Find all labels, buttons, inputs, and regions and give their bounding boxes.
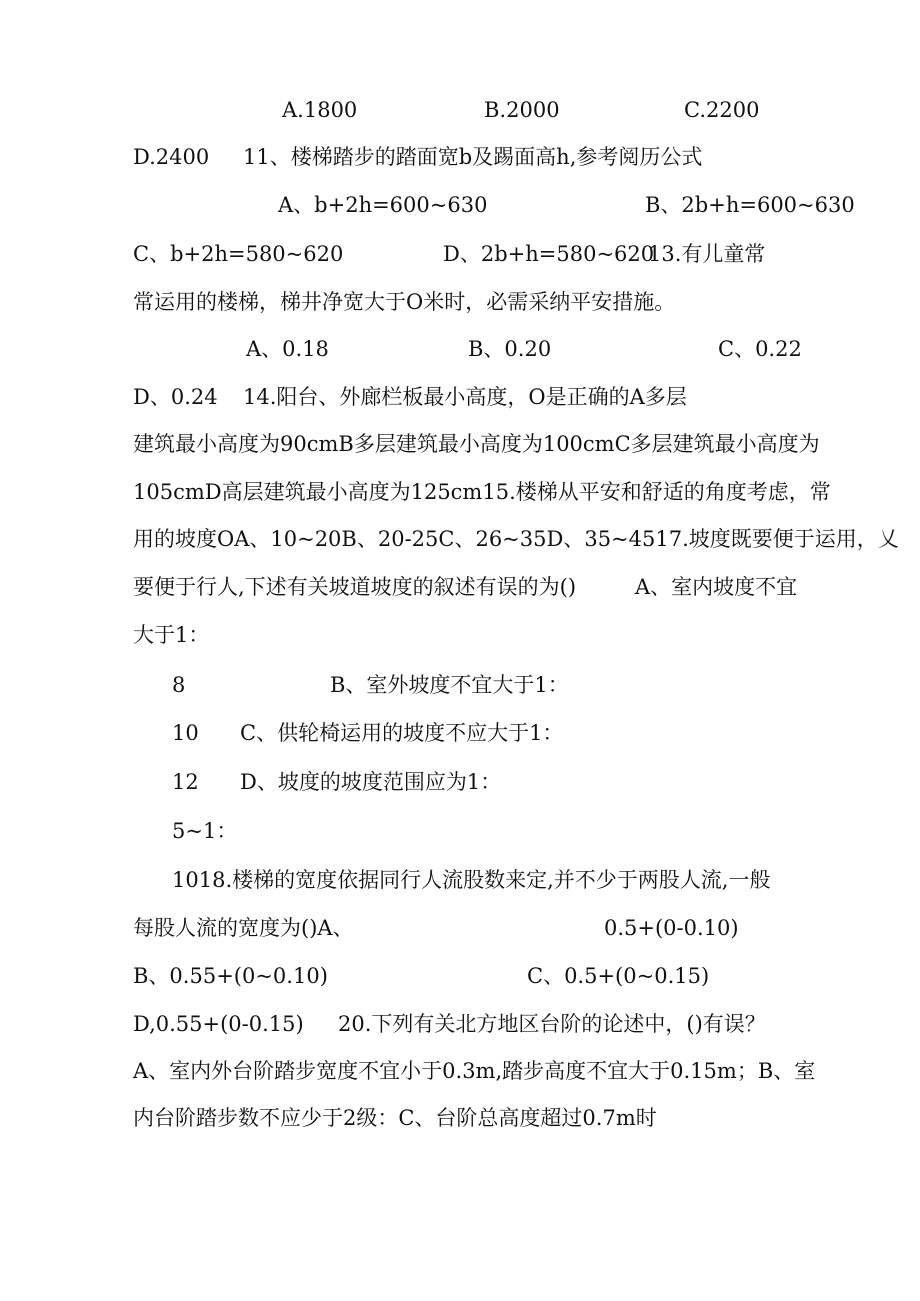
option-a-value: 0.5+(0-0.10)	[604, 916, 739, 940]
options-line-q10	[0, 92, 920, 128]
option-a-continued	[0, 617, 920, 653]
options-line-q11-cd	[0, 236, 920, 272]
question-18-line	[0, 862, 920, 898]
option-d: D、2b+h=580~620	[443, 242, 655, 266]
option-b: B.2000	[484, 98, 560, 122]
ratio-value: 8	[172, 673, 186, 697]
paragraph-line	[0, 426, 920, 462]
option-line	[0, 667, 920, 703]
paragraph-text: 用的坡度OA、10~20B、20-25C、26~35D、35~4517.坡度既要便于运用，乂	[133, 527, 899, 551]
question-11-line	[0, 139, 920, 175]
paragraph-text: 建筑最小高度为90cmB多层建筑最小高度为100cmC多层建筑最小高度为	[133, 432, 820, 456]
question-14-text: 14.阳台、外廊栏板最小高度，O是正确的A多层	[243, 385, 687, 409]
question-14-line	[0, 379, 920, 415]
option-d: D、坡度的坡度范围应为1：	[240, 770, 502, 794]
question-18-text: 1018.楼梯的宽度依据同行人流股数来定,并不少于两股人流,一般	[172, 868, 771, 892]
options-line-q18	[0, 958, 920, 994]
option-d: D.2400	[133, 145, 210, 169]
question-20-line	[0, 1006, 920, 1042]
question-17-text: 要便于行人,下述有关坡道坡度的叙述有误的为()	[133, 575, 577, 599]
option-line	[0, 813, 920, 849]
question-18-line-2	[0, 910, 920, 946]
question-17-line	[0, 569, 920, 605]
question-18-continued: 每股人流的宽度为()A、	[133, 916, 354, 940]
question-13-continued: 常运用的楼梯，梯井净宽大于O米时，必需采纳平安措施。	[133, 290, 676, 314]
ratio-value: 10	[172, 721, 199, 745]
option-a: A、室内坡度不宜	[635, 575, 798, 599]
paragraph-text: 105cmD高层建筑最小高度为125cm15.楼梯从平安和舒适的角度考虑，常	[133, 480, 831, 504]
paragraph-line	[0, 521, 920, 557]
paragraph-text: A、室内外台阶踏步宽度不宜小于0.3m,踏步高度不宜大于0.15m；B、室	[133, 1059, 816, 1083]
question-13-line	[0, 284, 920, 320]
options-line-q11-ab	[0, 187, 920, 223]
paragraph-line	[0, 1100, 920, 1136]
paragraph-line	[0, 474, 920, 510]
ratio-value: 5~1：	[172, 819, 238, 843]
question-11-text: 11、楼梯踏步的踏面宽b及踢面高h,参考阅历公式	[243, 145, 703, 169]
ratio-value: 12	[172, 770, 199, 794]
option-c: C、b+2h=580~620	[133, 242, 344, 266]
options-line-q13	[0, 331, 920, 367]
question-20-text: 20.下列有关北方地区台阶的论述中，()有误？	[338, 1012, 766, 1036]
option-a: A、b+2h=600~630	[278, 193, 488, 217]
option-a: A.1800	[282, 98, 358, 122]
option-b: B、0.55+(0~0.10)	[133, 964, 328, 988]
option-line	[0, 764, 920, 800]
paragraph-text: 内台阶踏步数不应少于2级：C、台阶总高度超过0.7m时	[133, 1106, 657, 1130]
option-b: B、0.20	[468, 337, 552, 361]
option-d: D,0.55+(0-0.15)	[133, 1012, 304, 1036]
option-c: C、供轮椅运用的坡度不应大于1：	[240, 721, 564, 745]
option-a-tail: 大于1：	[133, 623, 210, 647]
option-c: C.2200	[684, 98, 760, 122]
paragraph-line	[0, 1053, 920, 1089]
option-a: A、0.18	[246, 337, 329, 361]
option-d: D、0.24	[133, 385, 218, 409]
option-c: C、0.5+(0~0.15)	[527, 964, 710, 988]
option-c: C、0.22	[718, 337, 802, 361]
option-line	[0, 715, 920, 751]
question-13-text: 13.有儿童常	[648, 242, 766, 266]
option-b: B、2b+h=600~630	[645, 193, 855, 217]
option-b: B、室外坡度不宜大于1：	[330, 673, 569, 697]
